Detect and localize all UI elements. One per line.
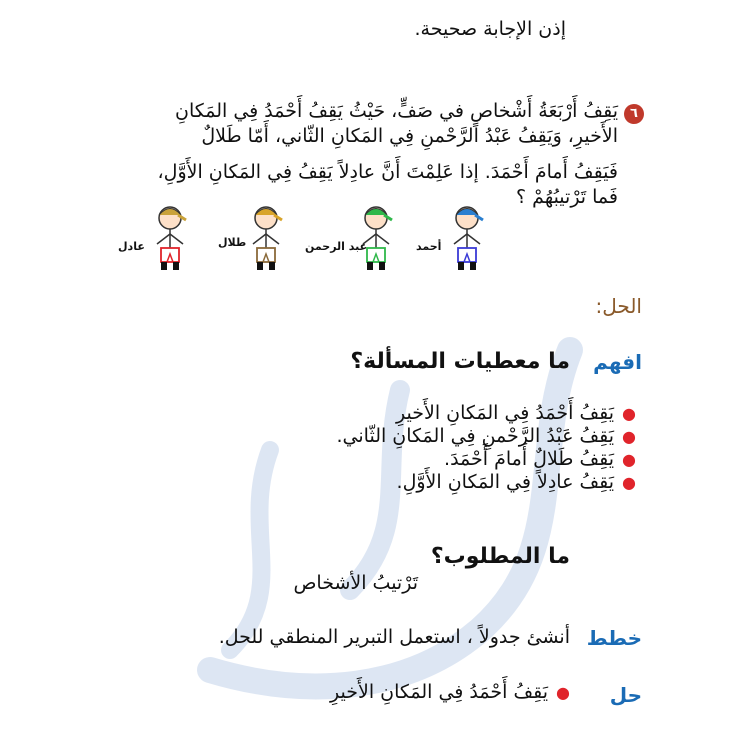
bullet-icon: ● (622, 404, 636, 423)
figure-label-adel: عادل (118, 240, 145, 253)
solution-label: الحل: (595, 294, 642, 318)
bullet-icon: ● (622, 473, 636, 492)
solve-item-text: يَقِفُ أَحْمَدُ فِي المَكانِ الأَخيرِ (330, 681, 549, 703)
list-item (136, 448, 636, 471)
problem-line-4: فَما تَرْتيبُهُمْ ؟ (516, 186, 618, 208)
list-item-text: يَقِفُ أَحْمَدُ فِي المَكانِ الأَخيرِ (396, 402, 615, 424)
list-item (136, 425, 636, 448)
figure-label-abdulrahman: عبد الرحمن (305, 240, 368, 253)
previous-answer-line: إذن الإجابة صحيحة. (414, 18, 566, 40)
problem-line-2: الأَخيرِ، وَيَقِفُ عَبْدُ الرَّحْمنِ فِي المَكانِ الثّاني، أَمّا طَلالٌ (201, 125, 618, 147)
bullet-icon: ● (622, 450, 636, 469)
required-question: ما المطلوب؟ (430, 544, 570, 569)
givens-list (136, 402, 636, 494)
problem-line-1: يَقِفُ أَرْبَعَةُ أَشْخاصٍ في صَفٍّ، حَيْثُ يَقِفُ أَحْمَدُ فِي المَكانِ (175, 100, 618, 122)
stick-figures-svg (110, 198, 510, 278)
plan-text: أنشئ جدولاً ، استعمل التبرير المنطقي للحل. (218, 626, 570, 648)
problem-number-badge: ٦ (624, 104, 644, 124)
list-item (136, 402, 636, 425)
stick-figure-adel (157, 207, 186, 270)
figure-label-ahmad: أحمد (416, 240, 442, 253)
stick-figure-talal (253, 207, 282, 270)
solve-label: حل (609, 683, 642, 707)
watermark-decoration (150, 330, 610, 710)
stick-figures-illustration (110, 198, 510, 278)
list-item (136, 471, 636, 494)
understand-label: افهم (593, 350, 642, 374)
figure-label-talal: طلال (218, 236, 247, 249)
list-item-text: يَقِفُ طَلالٌ أَمامَ أَحْمَدَ. (444, 448, 615, 470)
list-item-text: يَقِفُ عادِلاً فِي المَكانِ الأَوَّلِ. (396, 471, 615, 493)
stick-figure-ahmad (454, 207, 483, 270)
list-item-text: يَقِفُ عَبْدُ الرَّحْمنِ فِي المَكانِ الثّاني. (336, 425, 615, 447)
required-answer: تَرْتيبُ الأشخاص (293, 572, 418, 594)
plan-label: خطط (586, 626, 642, 650)
problem-line-3: فَيَقِفُ أَمامَ أَحْمَدَ. إذا عَلِمْتَ أَنَّ عادِلاً يَقِفُ فِي المَكانِ الأَوَّلِ، (157, 161, 618, 183)
solve-item (330, 681, 570, 704)
stick-figure-abdulrahman (363, 207, 392, 270)
givens-question: ما معطيات المسألة؟ (350, 349, 570, 374)
bullet-icon: ● (622, 427, 636, 446)
bullet-icon: ● (556, 683, 570, 702)
